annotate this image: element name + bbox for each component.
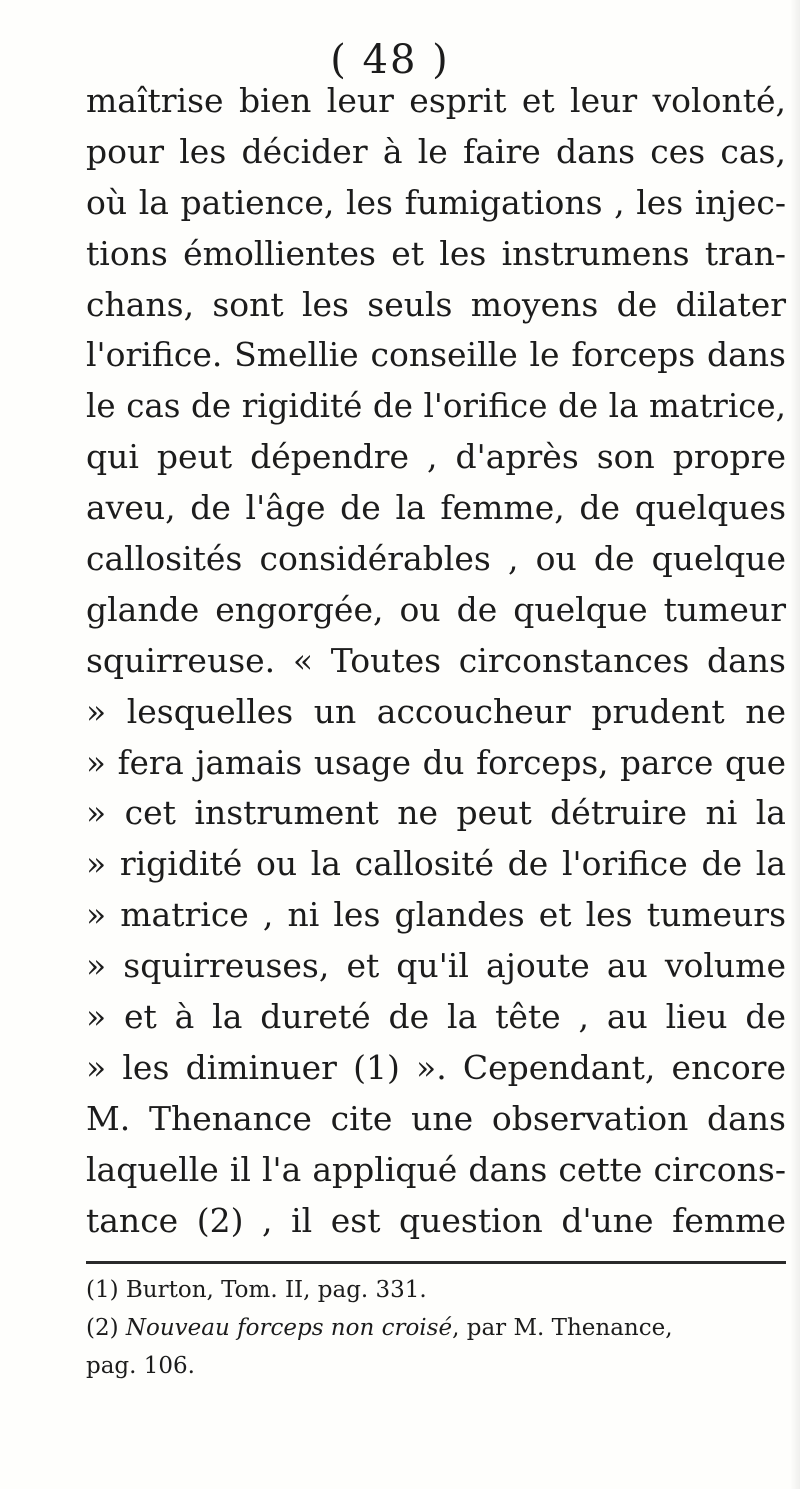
footnote-2-suffix: , par M. Thenance, bbox=[452, 1315, 673, 1341]
text-line: » squirreuses, et qu'il ajoute au volume bbox=[86, 946, 786, 986]
text-line: callosités considérables , ou de quelque bbox=[86, 539, 786, 579]
footnote-divider bbox=[86, 1261, 786, 1264]
footnote-2-prefix: (2) bbox=[86, 1315, 126, 1341]
page-number: ( 48 ) bbox=[330, 37, 450, 83]
page-edge-shadow bbox=[790, 0, 800, 1489]
footnote-1: (1) Burton, Tom. II, pag. 331. bbox=[86, 1277, 427, 1303]
text-line: maîtrise bien leur esprit et leur volonté, bbox=[86, 81, 786, 120]
text-line: l'orifice. Smellie conseille le forceps dans bbox=[86, 335, 786, 375]
text-line: glande engorgée, ou de quelque tumeur bbox=[86, 589, 786, 629]
text-line: » fera jamais usage du forceps, parce que bbox=[86, 743, 786, 782]
text-line: tions émollientes et les instrumens tran- bbox=[86, 233, 786, 273]
text-line: » les diminuer (1) ». Cependant, encore bbox=[86, 1047, 786, 1087]
footnote-2-title: Nouveau forceps non croisé bbox=[125, 1315, 453, 1341]
text-line: M. Thenance cite une observation dans bbox=[86, 1098, 786, 1138]
text-line: tance (2) , il est question d'une femme bbox=[86, 1200, 786, 1240]
footnote-2-continuation: pag. 106. bbox=[86, 1353, 195, 1379]
text-line: chans, sont les seuls moyens de dilater bbox=[86, 284, 786, 324]
main-text bbox=[86, 76, 786, 1246]
footnote-2 bbox=[86, 1309, 786, 1347]
text-line: » rigidité ou la callosité de l'orifice de la bbox=[86, 844, 786, 884]
text-line: qui peut dépendre , d'après son propre bbox=[86, 437, 786, 477]
text-line: laquelle il l'a appliqué dans cette circons- bbox=[86, 1149, 786, 1189]
text-line: squirreuse. « Toutes circonstances dans bbox=[86, 640, 786, 680]
text-line: » cet instrument ne peut détruire ni la bbox=[86, 793, 786, 833]
text-line: aveu, de l'âge de la femme, de quelques bbox=[86, 488, 786, 528]
text-line: le cas de rigidité de l'orifice de la matrice, bbox=[86, 387, 786, 426]
text-line: » et à la dureté de la tête , au lieu de bbox=[86, 997, 786, 1037]
text-line: où la patience, les fumigations , les injec- bbox=[86, 182, 786, 222]
text-line: pour les décider à le faire dans ces cas, bbox=[86, 131, 786, 171]
text-line: » matrice , ni les glandes et les tumeurs bbox=[86, 895, 786, 935]
text-line: » lesquelles un accoucheur prudent ne bbox=[86, 691, 786, 731]
footnotes bbox=[86, 1271, 786, 1385]
